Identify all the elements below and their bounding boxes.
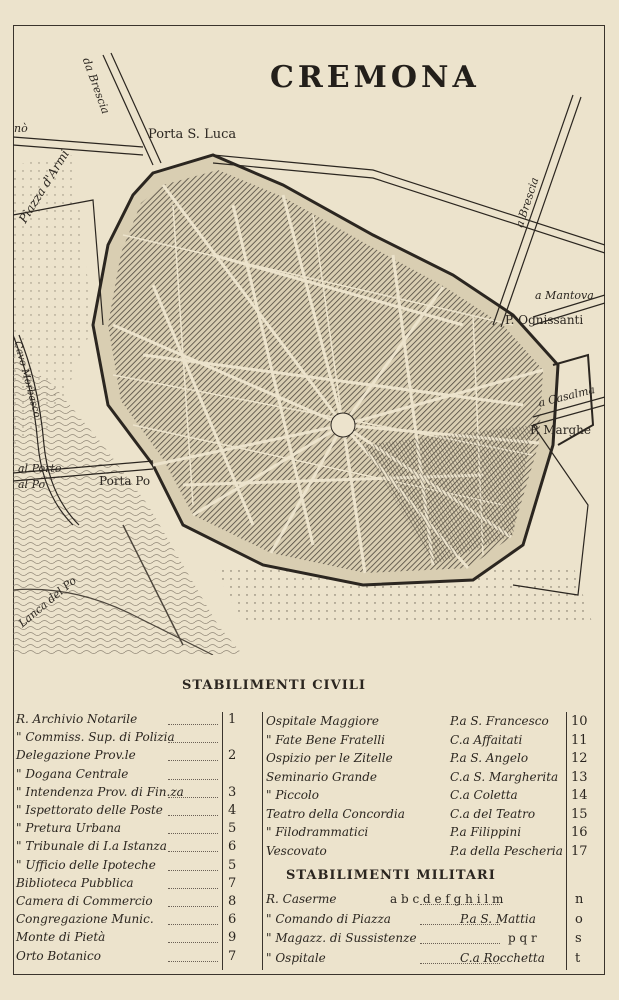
right-number-rule — [566, 712, 567, 970]
civili-right-num: 10 — [571, 714, 588, 729]
civili-right-name: " Fate Bene Fratelli — [266, 732, 385, 747]
civili-right-name: " Filodrammatici — [266, 825, 369, 839]
civili-left-num: 5 — [228, 821, 237, 837]
civili-right-name: Vescovato — [266, 843, 327, 858]
label-cavo-morbasco: Cavo Morbasco — [11, 340, 43, 419]
label-a-casalmaggiore: a Casalma — [537, 383, 597, 410]
civili-left-name: " Pretura Urbana — [16, 821, 122, 836]
civili-right-place: P.a della Pescheria — [450, 843, 563, 858]
label-al-po: al Po — [18, 478, 46, 491]
militari-place: C.a Rocchetta — [460, 950, 545, 965]
label-a-brescia: a Brescia — [513, 175, 542, 230]
militari-name: " Ospitale — [266, 950, 326, 965]
militari-name: " Magazz. di Sussistenze — [266, 931, 417, 945]
civili-left-num: 9 — [228, 930, 237, 946]
civili-left-num: 1 — [228, 712, 237, 727]
civili-right-place: P.a S. Angelo — [450, 751, 529, 765]
leader-dots — [168, 724, 218, 725]
civili-right-num: 15 — [571, 806, 588, 822]
label-lanca-del-po: Lanca del Po — [16, 574, 79, 630]
civili-right-num: 13 — [571, 769, 588, 785]
leader-dots — [420, 943, 500, 944]
civili-right-num: 12 — [571, 751, 588, 766]
civili-left-name: Orto Botanico — [16, 948, 101, 963]
civili-left-num: 8 — [228, 894, 237, 909]
militari-place: a b c d e f g h i l m — [390, 892, 504, 906]
leader-dots — [168, 924, 218, 925]
leader-dots — [168, 779, 218, 780]
leader-dots — [168, 961, 218, 962]
leader-dots — [168, 760, 218, 761]
civili-right-place: C.a Coletta — [450, 788, 518, 802]
civili-left-name: Camera di Commercio — [16, 894, 153, 908]
label-top-left-fragment: nò — [14, 122, 28, 135]
leader-dots — [168, 870, 218, 871]
leader-dots — [168, 833, 218, 834]
civili-left-num: 2 — [228, 748, 237, 764]
civili-right-num: 16 — [571, 825, 588, 840]
leader-dots — [168, 797, 218, 798]
civili-left-num: 4 — [228, 803, 237, 818]
leader-dots — [168, 942, 218, 943]
label-da-brescia: da Brescia — [79, 56, 113, 116]
militari-num: o — [575, 911, 583, 927]
civili-left-name: " Intendenza Prov. di Fin.za — [16, 784, 184, 799]
civili-right-name: Ospitale Maggiore — [266, 714, 379, 728]
militari-num: n — [575, 892, 584, 907]
civili-left-num: 6 — [228, 912, 237, 928]
civili-right-num: 17 — [571, 843, 588, 859]
map-title: CREMONA — [270, 60, 480, 95]
leader-dots — [168, 888, 218, 889]
civili-left-num: 7 — [228, 948, 237, 964]
leader-dots — [168, 906, 218, 907]
label-p-margherita: P. Marghe — [530, 423, 591, 437]
civili-left-name: Delegazione Prov.le — [16, 748, 136, 763]
civili-right-name: " Piccolo — [266, 788, 319, 802]
civili-left-name: " Dogana Centrale — [16, 766, 129, 781]
label-porta-po: Porta Po — [99, 474, 151, 488]
leader-dots — [168, 815, 218, 816]
civili-left-rule — [222, 712, 223, 970]
civili-right-num: 14 — [571, 788, 588, 803]
civili-right-place: P.a Filippini — [450, 825, 522, 839]
leader-dots — [168, 851, 218, 852]
civili-left-name: " Commiss. Sup. di Polizia — [16, 730, 175, 745]
label-piazza-d-armi: Piazza d'Armi — [16, 147, 73, 226]
civili-left-num: 3 — [228, 784, 237, 800]
civili-left-name: " Ufficio delle Ipoteche — [16, 857, 156, 872]
civili-left-num: 6 — [228, 839, 237, 855]
civili-right-place: C.a Affaitati — [450, 732, 523, 747]
militari-title: STABILIMENTI MILITARI — [286, 868, 496, 883]
militari-num: t — [575, 950, 581, 966]
column-divider — [262, 712, 263, 970]
civili-right-place: C.a S. Margherita — [450, 769, 559, 784]
civili-right-num: 11 — [571, 732, 588, 748]
civili-title: STABILIMENTI CIVILI — [182, 678, 367, 693]
civili-left-num: 7 — [228, 875, 237, 891]
civili-left-num: 5 — [228, 857, 237, 873]
label-a-mantova: a Mantova — [535, 289, 594, 302]
civili-right-place: P.a S. Francesco — [450, 714, 549, 728]
civili-right-name: Seminario Grande — [266, 769, 378, 784]
label-al-porto: al Porto — [18, 462, 62, 475]
civili-right-place: C.a del Teatro — [450, 806, 536, 821]
militari-place: p q r — [508, 931, 537, 945]
civili-left-name: " Ispettorato delle Poste — [16, 803, 163, 817]
civili-left-name: Biblioteca Pubblica — [16, 875, 134, 890]
civili-left-name: Monte di Pietà — [16, 930, 106, 945]
label-porta-s-luca: Porta S. Luca — [148, 127, 237, 142]
leader-dots — [168, 742, 218, 743]
civili-left-name: R. Archivio Notarile — [16, 712, 138, 726]
civili-left-name: " Tribunale di I.a Istanza — [16, 839, 167, 854]
civili-right-name: Teatro della Concordia — [266, 806, 405, 821]
militari-name: R. Caserme — [266, 892, 337, 906]
militari-name: " Comando di Piazza — [266, 911, 391, 926]
civili-right-name: Ospizio per le Zitelle — [266, 751, 393, 765]
label-p-ognissanti: P. Ognissanti — [505, 313, 584, 327]
militari-num: s — [575, 931, 582, 946]
city-map — [13, 25, 605, 655]
militari-place: P.a S. Mattia — [460, 911, 536, 926]
civili-left-name: Congregazione Munic. — [16, 912, 154, 927]
